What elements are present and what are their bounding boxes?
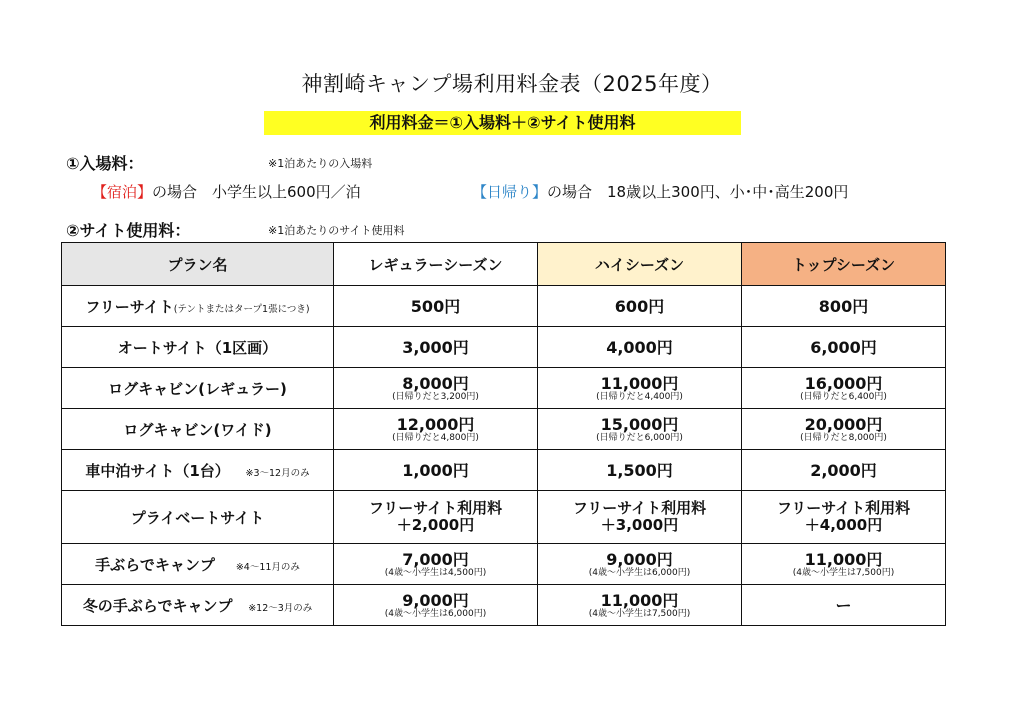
plan-note: (テントまたはタープ1張につき) xyxy=(173,303,310,315)
overnight-fee-line xyxy=(92,181,361,202)
table-row xyxy=(62,544,946,585)
regular-price: 8,000円 (日帰りだと3,200円) xyxy=(334,368,538,409)
page-title: 神割崎キャンプ場利用料金表（2025年度） xyxy=(301,72,723,96)
plan-name: ログキャビン(レギュラー) xyxy=(62,368,334,409)
fee-formula-banner: 利用料金＝①入場料＋②サイト使用料 xyxy=(264,111,741,135)
plan-name: フリーサイト(テントまたはタープ1張につき) xyxy=(62,286,334,327)
plan-note: ※12～3月のみ xyxy=(248,602,313,614)
table-row xyxy=(62,286,946,327)
high-price: 4,000円 xyxy=(538,327,742,368)
regular-price: 1,000円 xyxy=(334,450,538,491)
header-regular-season: レギュラーシーズン xyxy=(334,243,538,286)
high-price: 1,500円 xyxy=(538,450,742,491)
table-header-row xyxy=(62,243,946,286)
plan-note: ※4～11月のみ xyxy=(235,561,300,573)
entrance-fee-label: ①入場料： xyxy=(66,154,144,173)
regular-price: フリーサイト利用料 ＋2,000円 xyxy=(334,491,538,544)
table-row xyxy=(62,409,946,450)
plan-name: 冬の手ぶらでキャンプ ※12～3月のみ xyxy=(62,585,334,626)
plan-name: オートサイト（1区画） xyxy=(62,327,334,368)
high-price: 9,000円 (4歳～小学生は6,000円) xyxy=(538,544,742,585)
table-row xyxy=(62,585,946,626)
top-price: 16,000円 (日帰りだと6,400円) xyxy=(742,368,946,409)
overnight-fee-text: の場合 小学生以上600円／泊 xyxy=(152,183,361,201)
table-row xyxy=(62,327,946,368)
top-price: フリーサイト利用料 ＋4,000円 xyxy=(742,491,946,544)
plan-name: ログキャビン(ワイド) xyxy=(62,409,334,450)
site-fee-label: ②サイト使用料： xyxy=(66,221,191,240)
top-price: 6,000円 xyxy=(742,327,946,368)
top-price: 2,000円 xyxy=(742,450,946,491)
overnight-tag: 【宿泊】 xyxy=(92,183,153,201)
regular-price: 500円 xyxy=(334,286,538,327)
header-plan-name: プラン名 xyxy=(62,243,334,286)
regular-price: 3,000円 xyxy=(334,327,538,368)
header-top-season: トップシーズン xyxy=(742,243,946,286)
plan-name: プライベートサイト xyxy=(62,491,334,544)
high-price: 11,000円 (4歳～小学生は7,500円) xyxy=(538,585,742,626)
plan-name: 手ぶらでキャンプ ※4～11月のみ xyxy=(62,544,334,585)
top-price: 20,000円 (日帰りだと8,000円) xyxy=(742,409,946,450)
table-row xyxy=(62,368,946,409)
header-high-season: ハイシーズン xyxy=(538,243,742,286)
table-row xyxy=(62,450,946,491)
top-price: 11,000円 (4歳～小学生は7,500円) xyxy=(742,544,946,585)
regular-price: 12,000円 (日帰りだと4,800円) xyxy=(334,409,538,450)
plan-note: ※3～12月のみ xyxy=(245,467,310,479)
high-price: 600円 xyxy=(538,286,742,327)
high-price: 11,000円 (日帰りだと4,400円) xyxy=(538,368,742,409)
daytrip-tag: 【日帰り】 xyxy=(472,183,548,201)
top-price: 800円 xyxy=(742,286,946,327)
fee-table xyxy=(61,242,946,626)
high-price: フリーサイト利用料 ＋3,000円 xyxy=(538,491,742,544)
site-fee-note: ※1泊あたりのサイト使用料 xyxy=(268,224,405,237)
table-row xyxy=(62,491,946,544)
daytrip-fee-line xyxy=(472,181,848,202)
daytrip-fee-text: の場合 18歳以上300円、小･中･高生200円 xyxy=(547,183,849,201)
plan-name: 車中泊サイト（1台） ※3～12月のみ xyxy=(62,450,334,491)
high-price: 15,000円 (日帰りだと6,000円) xyxy=(538,409,742,450)
regular-price: 7,000円 (4歳～小学生は4,500円) xyxy=(334,544,538,585)
entrance-fee-note: ※1泊あたりの入場料 xyxy=(268,157,373,170)
top-price: ー xyxy=(742,585,946,626)
regular-price: 9,000円 (4歳～小学生は6,000円) xyxy=(334,585,538,626)
